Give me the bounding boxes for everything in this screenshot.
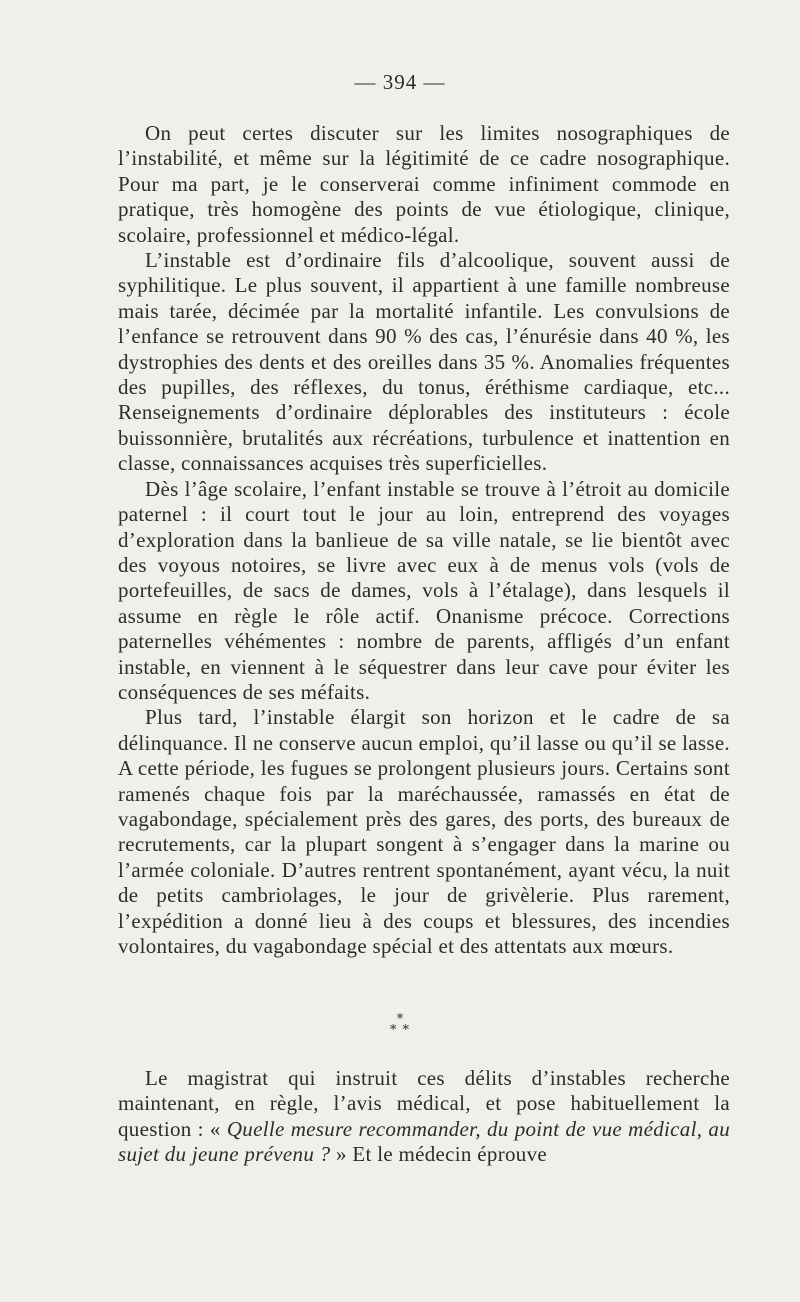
body-text bbox=[118, 121, 730, 959]
page-number: — 394 — bbox=[354, 70, 446, 94]
closing-text-before: Le magistrat qui instruit ces délits d’instables recherche maintenant, en règle, l’avis médical, et pose habituellement la question : « bbox=[118, 1066, 730, 1141]
paragraph: On peut certes discuter sur les limites nosographiques de l’instabilité, et même sur la légitimité de ce cadre nosographique. Pour ma part, je le conserverai comme infiniment commode en pratique, très homogène des points de vue étiologique, clinique, scolaire, professionnel et médico-légal. bbox=[118, 121, 730, 247]
separator-asterisk-bottom: * * bbox=[389, 1023, 411, 1038]
paragraph: Plus tard, l’instable élargit son horizon et le cadre de sa délinquance. Il ne conserve aucun emploi, qu’il lasse ou qu’il se lasse. A cette période, les fugues se prolongent plusieurs jours. Certains sont ramenés chaque fois par la maréchaussée, ramassés en état de vagabondage, spécialement près des gares, des ports, des bureaux de recrutements, car la plupart songent à s’engager dans la marine ou l’armée coloniale. D’autres rentrent spontanément, ayant vécu, la nuit de petits cambriolages, le jour de grivèlerie. Plus rarement, l’expédition a donné lieu à des coups et blessures, des incendies volontaires, du vagabondage spécial et des attentats aux mœurs. bbox=[118, 705, 730, 958]
separator-asterisk-top: * bbox=[396, 1012, 404, 1027]
closing-text-after: » Et le médecin éprouve bbox=[330, 1142, 548, 1167]
quoted-question: Quelle mesure recommander, du point de vue médical, au sujet du jeune prévenu ? bbox=[118, 1116, 730, 1167]
section-separator bbox=[0, 1014, 800, 1036]
closing-text bbox=[118, 1066, 730, 1168]
paragraph: L’instable est d’ordinaire fils d’alcoolique, souvent aussi de syphilitique. Le plus souvent, il appartient à une famille nombreuse mais tarée, décimée par la mortalité infantile. Les convulsions de l’enfance se retrouvent dans 90 % des cas, l’énurésie dans 40 %, les dystrophies des dents et des oreilles dans 35 %. Anomalies fréquentes des pupilles, des réflexes, du tonus, éréthisme cardiaque, etc... Renseignements d’ordinaire déplorables des instituteurs : école buissonnière, brutalités aux récréations, turbulence et inattention en classe, connaissances acquises très superficielles. bbox=[118, 248, 730, 476]
paragraph: Dès l’âge scolaire, l’enfant instable se trouve à l’étroit au domicile paternel : il court tout le jour au loin, entreprend des voyages d’exploration dans la banlieue de sa ville natale, se lie bientôt avec des voyous notoires, se livre avec eux à de menus vols (vols de portefeuilles, de sacs de dames, vols à l’étalage), dans lesquels il assume en règle le rôle actif. Onanisme précoce. Corrections paternelles véhémentes : nombre de parents, affligés d’un enfant instable, en viennent à le séquestrer dans leur cave pour éviter les conséquences de ses méfaits. bbox=[118, 476, 730, 704]
closing-paragraph bbox=[118, 1066, 730, 1168]
